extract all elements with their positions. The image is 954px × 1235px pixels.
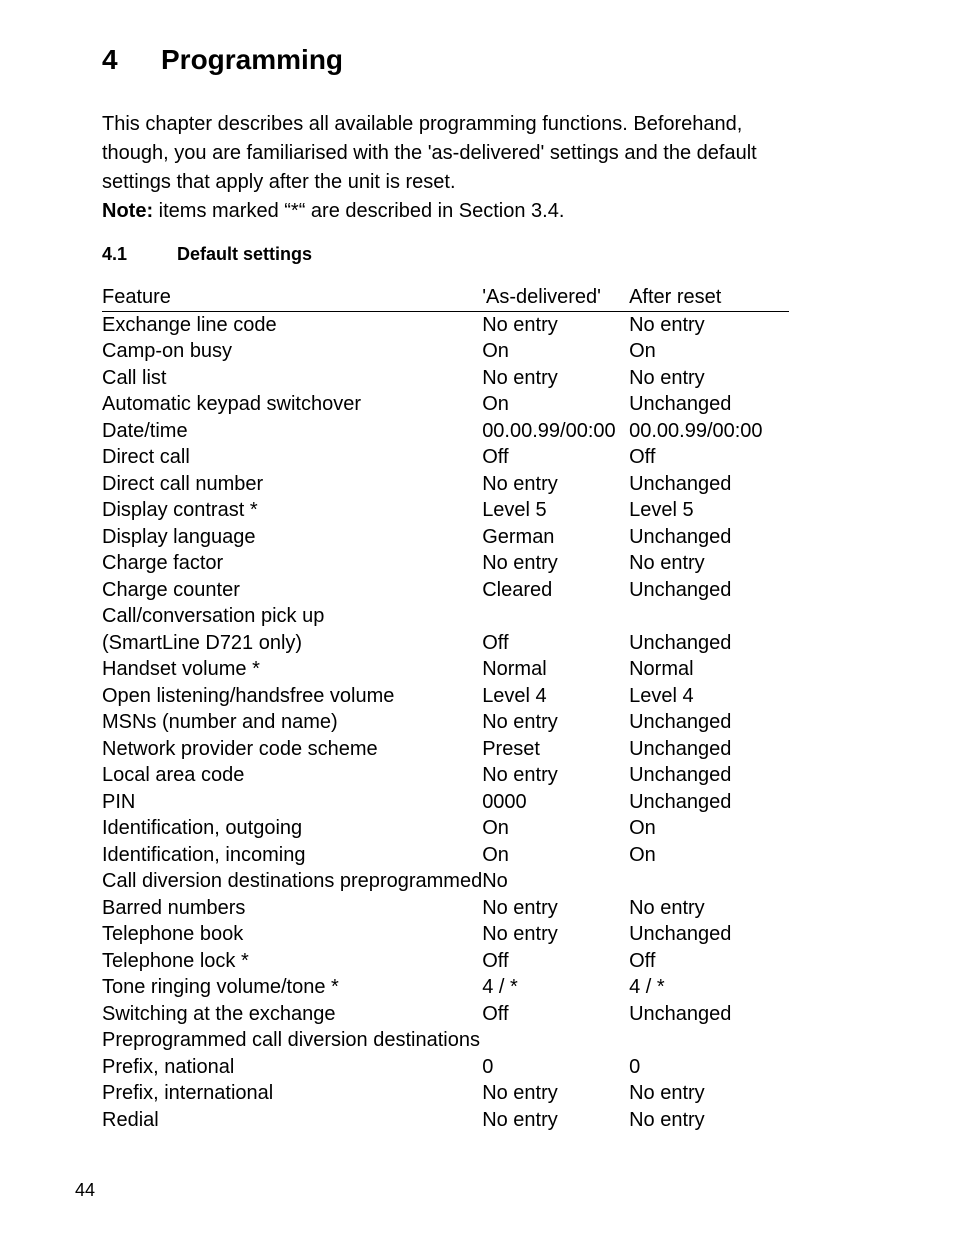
feature-cell: Camp-on busy bbox=[102, 340, 233, 362]
table-row bbox=[102, 311, 789, 338]
after-reset-cell: On bbox=[629, 843, 656, 866]
page-number: 44 bbox=[75, 1180, 96, 1200]
after-reset-cell: Unchanged bbox=[629, 631, 732, 654]
feature-cell: Identification, outgoing bbox=[102, 817, 303, 839]
as-delivered-cell: No bbox=[482, 870, 508, 892]
feature-cell: Redial bbox=[102, 1108, 159, 1131]
table-row bbox=[102, 630, 789, 657]
feature-cell: Direct call bbox=[102, 446, 190, 468]
after-reset-cell: No entry bbox=[629, 896, 705, 919]
after-reset-cell: Normal bbox=[629, 658, 694, 680]
default-settings-table bbox=[102, 284, 789, 1133]
feature-cell: Charge counter bbox=[102, 578, 240, 601]
feature-cell: Switching at the exchange bbox=[102, 1002, 336, 1025]
after-reset-cell: Unchanged bbox=[629, 790, 732, 813]
feature-cell: Exchange line code bbox=[102, 313, 277, 336]
note-label: Note: bbox=[102, 200, 154, 222]
table-row bbox=[102, 842, 789, 869]
after-reset-cell: Level 5 bbox=[629, 499, 694, 521]
as-delivered-cell: 0 bbox=[482, 1055, 494, 1078]
as-delivered-cell: Cleared bbox=[482, 578, 553, 601]
chapter-number: 4 bbox=[102, 44, 118, 75]
feature-cell: Display contrast * bbox=[102, 499, 258, 521]
intro-paragraph: This chapter describes all available programming functions. Beforehand, though, you are familiarised with the 'as-delivered' settings and the default settings that apply after the unit is reset. bbox=[102, 113, 757, 193]
header-after-reset: After reset bbox=[629, 284, 789, 311]
after-reset-cell: On bbox=[629, 817, 656, 839]
as-delivered-cell: Preset bbox=[482, 737, 540, 760]
feature-cell: Prefix, international bbox=[102, 1082, 274, 1104]
table-row bbox=[102, 391, 789, 418]
feature-cell: Handset volume * bbox=[102, 658, 260, 680]
after-reset-cell: 00.00.99/00:00 bbox=[629, 419, 763, 442]
table-row bbox=[102, 815, 789, 842]
feature-cell: Tone ringing volume/tone * bbox=[102, 976, 339, 998]
table-row bbox=[102, 656, 789, 683]
feature-cell: Call diversion destinations preprogrammed bbox=[102, 870, 483, 892]
after-reset-cell: 0 bbox=[629, 1055, 641, 1078]
table-row bbox=[102, 1107, 789, 1134]
feature-cell: Open listening/handsfree volume bbox=[102, 684, 395, 707]
as-delivered-cell: No entry bbox=[482, 552, 558, 574]
after-reset-cell bbox=[629, 1027, 789, 1054]
table-row bbox=[102, 895, 789, 922]
header-feature: Feature bbox=[102, 284, 482, 311]
table-row bbox=[102, 577, 789, 604]
table-header-row bbox=[102, 284, 789, 311]
table-row bbox=[102, 497, 789, 524]
chapter-heading bbox=[102, 44, 343, 76]
as-delivered-cell bbox=[482, 603, 629, 630]
table-row bbox=[102, 603, 789, 630]
after-reset-cell bbox=[629, 868, 789, 895]
section-heading bbox=[102, 244, 312, 265]
table-row bbox=[102, 974, 789, 1001]
table-row bbox=[102, 524, 789, 551]
table-row bbox=[102, 762, 789, 789]
table-row bbox=[102, 789, 789, 816]
table-row bbox=[102, 683, 789, 710]
after-reset-cell: Unchanged bbox=[629, 393, 732, 415]
after-reset-cell: Unchanged bbox=[629, 578, 732, 601]
as-delivered-cell: 00.00.99/00:00 bbox=[482, 419, 616, 442]
after-reset-cell: No entry bbox=[629, 366, 705, 389]
header-as-delivered: 'As-delivered' bbox=[482, 284, 629, 311]
as-delivered-cell: On bbox=[482, 340, 509, 362]
feature-cell: Automatic keypad switchover bbox=[102, 393, 362, 415]
as-delivered-cell: On bbox=[482, 817, 509, 839]
feature-cell: Network provider code scheme bbox=[102, 737, 378, 760]
table-row bbox=[102, 921, 789, 948]
after-reset-cell: Unchanged bbox=[629, 711, 732, 733]
feature-cell: Preprogrammed call diversion destinations bbox=[102, 1029, 480, 1051]
as-delivered-cell: No entry bbox=[482, 472, 558, 495]
after-reset-cell: 4 / * bbox=[629, 976, 665, 998]
feature-cell: Prefix, national bbox=[102, 1055, 235, 1078]
feature-cell: PIN bbox=[102, 790, 136, 813]
as-delivered-cell: No entry bbox=[482, 711, 558, 733]
after-reset-cell: Unchanged bbox=[629, 923, 732, 945]
table-row bbox=[102, 868, 789, 895]
table-row bbox=[102, 948, 789, 975]
table-row bbox=[102, 550, 789, 577]
section-number: 4.1 bbox=[102, 244, 128, 264]
table-row bbox=[102, 338, 789, 365]
as-delivered-cell: Normal bbox=[482, 658, 547, 680]
as-delivered-cell: Off bbox=[482, 949, 509, 972]
after-reset-cell bbox=[629, 603, 789, 630]
as-delivered-cell: No entry bbox=[482, 923, 558, 945]
feature-cell: Charge factor bbox=[102, 552, 224, 574]
feature-cell: Display language bbox=[102, 525, 256, 548]
table-row bbox=[102, 418, 789, 445]
feature-cell: Telephone lock * bbox=[102, 949, 249, 972]
after-reset-cell: No entry bbox=[629, 1082, 705, 1104]
table-row bbox=[102, 1001, 789, 1028]
as-delivered-cell: 4 / * bbox=[482, 976, 518, 998]
as-delivered-cell: Off bbox=[482, 631, 509, 654]
as-delivered-cell: No entry bbox=[482, 313, 558, 336]
feature-cell: Direct call number bbox=[102, 472, 264, 495]
table-body bbox=[102, 311, 789, 1133]
as-delivered-cell: No entry bbox=[482, 1108, 558, 1131]
feature-cell: Barred numbers bbox=[102, 896, 246, 919]
table-row bbox=[102, 365, 789, 392]
feature-cell: Call/conversation pick up bbox=[102, 605, 325, 627]
as-delivered-cell: Off bbox=[482, 446, 509, 468]
after-reset-cell: Unchanged bbox=[629, 737, 732, 760]
as-delivered-cell: No entry bbox=[482, 366, 558, 389]
as-delivered-cell: German bbox=[482, 525, 555, 548]
as-delivered-cell: On bbox=[482, 393, 509, 415]
table-row bbox=[102, 1080, 789, 1107]
after-reset-cell: Unchanged bbox=[629, 525, 732, 548]
as-delivered-cell: 0000 bbox=[482, 790, 527, 813]
feature-cell: Identification, incoming bbox=[102, 843, 306, 866]
after-reset-cell: No entry bbox=[629, 552, 705, 574]
table-row bbox=[102, 1027, 789, 1054]
table-row bbox=[102, 709, 789, 736]
as-delivered-cell: Off bbox=[482, 1002, 509, 1025]
feature-cell: MSNs (number and name) bbox=[102, 711, 338, 733]
feature-cell: (SmartLine D721 only) bbox=[102, 631, 303, 654]
after-reset-cell: On bbox=[629, 340, 656, 362]
after-reset-cell: Level 4 bbox=[629, 684, 694, 707]
after-reset-cell: Off bbox=[629, 949, 656, 972]
after-reset-cell: Unchanged bbox=[629, 472, 732, 495]
table-row bbox=[102, 1054, 789, 1081]
note bbox=[102, 197, 564, 226]
feature-cell: Local area code bbox=[102, 764, 245, 786]
as-delivered-cell: No entry bbox=[482, 1082, 558, 1104]
table-row bbox=[102, 736, 789, 763]
table-row bbox=[102, 471, 789, 498]
table-row bbox=[102, 444, 789, 471]
as-delivered-cell: On bbox=[482, 843, 509, 866]
as-delivered-cell: No entry bbox=[482, 764, 558, 786]
after-reset-cell: Unchanged bbox=[629, 764, 732, 786]
feature-cell: Telephone book bbox=[102, 923, 244, 945]
as-delivered-cell: No entry bbox=[482, 896, 558, 919]
after-reset-cell: Unchanged bbox=[629, 1002, 732, 1025]
feature-cell: Date/time bbox=[102, 419, 188, 442]
as-delivered-cell bbox=[482, 1027, 629, 1054]
as-delivered-cell: Level 5 bbox=[482, 499, 547, 521]
after-reset-cell: Off bbox=[629, 446, 656, 468]
after-reset-cell: No entry bbox=[629, 313, 705, 336]
note-text: items marked “*“ are described in Section 3.4. bbox=[153, 200, 565, 222]
after-reset-cell: No entry bbox=[629, 1108, 705, 1131]
feature-cell: Call list bbox=[102, 366, 167, 389]
chapter-title: Programming bbox=[161, 44, 344, 75]
section-title: Default settings bbox=[177, 244, 313, 264]
as-delivered-cell: Level 4 bbox=[482, 684, 547, 707]
